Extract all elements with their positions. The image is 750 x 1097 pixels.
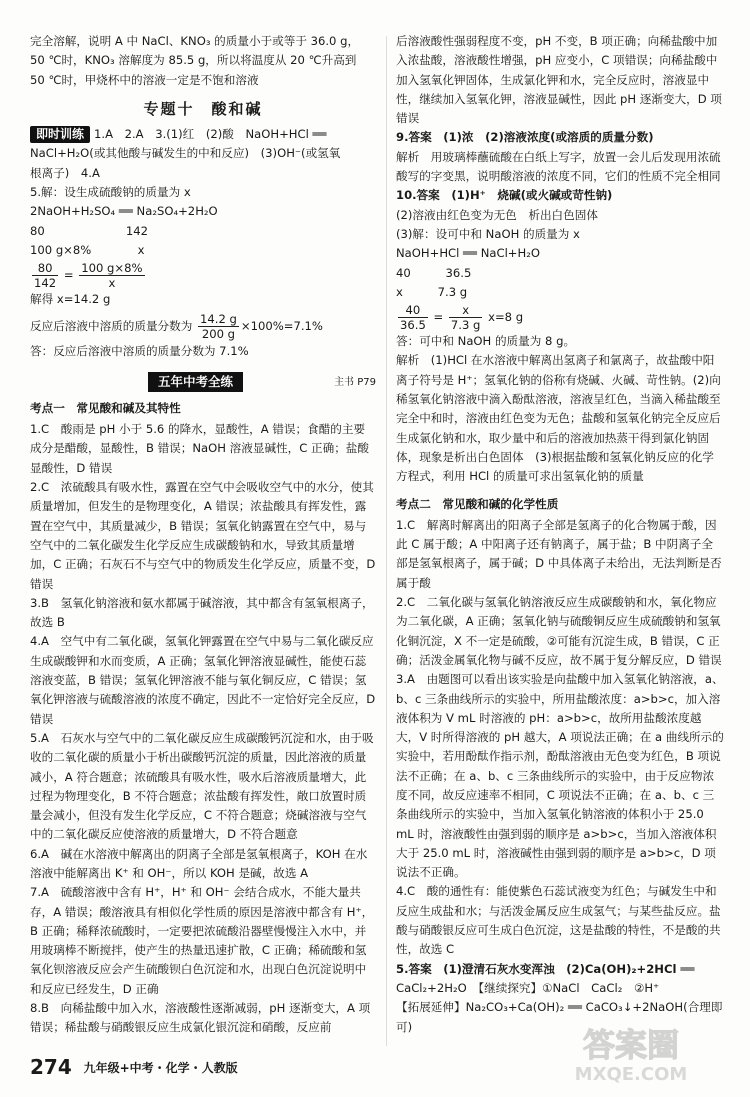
watermark-text: 答案圈 <box>582 1026 680 1064</box>
watermark-url: MXQE.COM <box>574 1064 688 1085</box>
exam-section-label: 五年中考全练 <box>148 372 243 392</box>
question-10-line: (2)溶液由红色变为无色 析出白色固体 <box>396 207 598 222</box>
answer-item: 4.A 空气中有二氧化碳，氢氧化钾露置在空气中易与二氧化碳反应生成碳酸钾和水而变质，A 正确；氢氧化钾溶液显碱性，能使石蕊溶液变蓝，B 错误；氢氧化钾溶液不能与氧化铜反应，C 错误；氢氧化钾溶液与硫酸溶液的浓度不确定，因此不一定恰好完全反应，D 错误 <box>30 634 376 726</box>
fraction: $\frac{14.2 g}{200 g}$ <box>200 311 237 341</box>
equation-line: 100 g×8% x <box>30 242 145 257</box>
equation-line: 2NaOH+H₂SO₄ ══ Na₂SO₄+2H₂O <box>30 204 218 219</box>
answer-item: 3.B 氢氧化钠溶液和氨水都属于碱溶液，其中都含有氢氧根离子，故选 B <box>30 595 374 630</box>
exam-section-bar <box>30 371 376 393</box>
equation-line: 40 36.5 <box>396 265 472 280</box>
left-column <box>30 32 376 1038</box>
ratio-line: $\frac{80}{142}$ = $\frac{100 g\times 8\%}{x}$ <box>34 261 143 291</box>
question-9-explanation: 解析 用玻璃棒蘸硫酸在白纸上写字，放置一会儿后发现用浓硫酸写的字变黑，说明酸溶液的浓度不同，它们的性质不完全相同 <box>396 149 721 184</box>
section-title: 专题十 酸和碱 <box>143 99 263 118</box>
equation-line: NaOH+HCl ══ NaCl+H₂O <box>396 246 540 261</box>
answer-item: 2.C 浓硫酸具有吸水性，露置在空气中会吸收空气中的水分，使其质量增加，但发生的是物理变化，A 错误；浓盐酸具有挥发性，露置在空气中，其质量减少，B 错误；氢氧化钠露置在空气中，易与空气中的二氧化碳发生化学反应生成碳酸钠和水，导致其质量增加，C 正确；石灰石不与空气中的物质发生化学反应，质量不变，D 错误 <box>30 480 376 591</box>
fraction: $\frac{80}{142}$ <box>34 261 57 291</box>
answer-item: 4.C 酸的通性有：能使紫色石蕊试液变为红色；与碱发生中和反应生成盐和水；与活泼金属反应生成氢气；与某些盐反应。盐酸与硝酸银反应可生成白色沉淀，这是盐酸的特性，不是酸的共性，故选 C <box>396 884 721 957</box>
question-10-explanation: 解析 (1)HCl 在水溶液中解离出氢离子和氯离子，故盐酸中阳离子符号是 H⁺；氢氧化钠的俗称有烧碱、火碱、苛性钠。(2)向稀氢氧化钠溶液中滴入酚酞溶液，溶液呈红色，当滴入稀盐酸至完全中和时，溶液由红色变为无色；盐酸和氢氧化钠完全反应后生成氯化钠和水，取少量中和后的溶液加热蒸干得到氯化钠固体，现象是析出白色固体 (3)根据盐酸和氢氧化钠反应的化学方程式，利用 HCl 的质量可求出氢氧化钠的质量 <box>396 353 721 484</box>
intro-line: 完全溶解，说明 A 中 NaCl、KNO₃ 的质量小于或等于 36.0 g， <box>30 34 360 48</box>
answer-item: 2.C 二氧化碳与氢氧化钠溶液反应生成碳酸钠和水，氧化物应为二氧化碳，A 正确；氢氧化钠与硫酸铜反应生成硫酸钠和氢氧化铜沉淀，X 不一定是硫酸，②可能有沉淀生成，B 错误，C 正确；活泼金属氧化物与碱不反应，故不属于复分解反应，D 错误 <box>396 595 722 667</box>
answer-item: 6.A 碱在水溶液中解离出的阴离子全部是氢氧根离子，KOH 在水溶液中能解离出 K⁺ 和 OH⁻，所以 KOH 是碱，故选 A <box>30 846 368 880</box>
question-10-line: (3)解：设可中和 NaOH 的质量为 x <box>396 226 580 241</box>
solve-line: 解得 x=14.2 g <box>30 292 111 307</box>
answer-item: 7.A 硫酸溶液中含有 H⁺，H⁺ 和 OH⁻ 会结合成水，不能大量共存，A 错误；酸溶液具有相似化学性质的原因是溶液中都含有 H⁺，B 正确；稀释浓硫酸时，一定要把浓硫酸沿器壁慢慢注入水中，并用玻璃棒不断搅拌，使产生的热量迅速扩散，C 正确；稀硫酸和氢氧化钡溶液反应会产生硫酸钡白色沉淀和水，出现白色沉淀说明中和反应已经发生，D 正确 <box>30 885 374 996</box>
fraction: $\frac{x}{7.3 g}$ <box>450 303 481 333</box>
intro-line: 50 ℃时，甲烧杯中的溶液一定是不饱和溶液 <box>30 72 259 87</box>
answer-item: 3.A 由题图可以看出该实验是向盐酸中加入氢氧化钠溶液，a、b、c 三条曲线所示的实验中，所用盐酸浓度：a>b>c，加入溶液体积为 V mL 时溶液的 pH：a>b>c，故所用盐酸浓度越大，V 时所得溶液的 pH 越大，A 项说法正确；在 a 曲线所示的实验中，若用酚酞作指示剂，酚酞溶液由无色变为红色，B 项说法不正确；在 a、b、c 三条曲线所示的实验中，由于反应物浓度不同，故反应速率不相同，C 项说法不正确；在 a、b、c 三条曲线所示的实验中，当加入氢氧化钠溶液的体积小于 25.0 mL 时，溶液酸性由强到弱的顺序是 a>b>c，当加入溶液体积大于 25.0 mL 时，溶液碱性由强到弱的顺序是 a>b>c，D 项说法不正确。 <box>396 672 724 880</box>
fraction: $\frac{100 g\times 8\%}{x}$ <box>81 261 143 291</box>
topic-heading: 考点二 常见酸和碱的化学性质 <box>396 496 559 511</box>
question-9-answer: 9.答案 (1)浓 (2)溶液浓度(或溶质的质量分数) <box>396 130 654 145</box>
answer-item: 1.C 酸雨是 pH 小于 5.6 的降水，显酸性，A 错误；食醋的主要成分是醋酸，显酸性，B 错误；NaOH 溶液显碱性，C 正确；盐酸显酸性，D 错误 <box>30 422 369 475</box>
book-title: 九年级+中考・化学・人教版 <box>83 1061 238 1075</box>
answer-item: 8.B 向稀盐酸中加入水，溶液酸性逐渐减弱，pH 逐渐变大，A 项错误；稀盐酸与硝酸银反应生成氯化银沉淀和硝酸，反应前 <box>30 1001 371 1035</box>
answer-item: 1.C 解离时解离出的阳离子全部是氢离子的化合物属于酸，因此 C 属于酸；A 中阳离子还有钠离子，属于盐；B 中阴离子全部是氢氧根离子，属于碱；D 中具体离子未给出，无法判断是否属于酸 <box>396 517 722 590</box>
right-column <box>396 32 724 1037</box>
answer-line: 答：反应后溶液中溶质的质量分数为 7.1% <box>30 343 249 358</box>
drill-label: 即时训练 <box>30 126 90 143</box>
page-footer <box>30 1055 238 1079</box>
question-5-line: 【拓展延伸】Na₂CO₃+Ca(OH)₂ ══ CaCO₃↓+2NaOH(合理即可) <box>396 1000 723 1034</box>
watermark-logo <box>536 1018 726 1088</box>
mass-fraction-line: 反应后溶液中溶质的质量分数为 $\frac{14.2 g}{200 g}$ ×100%=7.1% <box>30 311 323 341</box>
drill-line <box>30 125 376 144</box>
intro-line: 50 ℃时，KNO₃ 溶解度为 85.5 g，所以将温度从 20 ℃升高到 <box>30 53 357 68</box>
question-10-answer: 10.答案 (1)H⁺ 烧碱(或火碱或苛性钠) <box>396 188 613 203</box>
continued-text: 后溶液酸性强弱程度不变，pH 不变，B 项正确；向稀盐酸中加入浓盐酸，溶液酸性增强，pH 应变小，C 项错误；向稀盐酸中加入氢氧化钾固体，生成氯化钾和水，完全反应时，溶液显中性，继续加入氢氧化钾，溶液显碱性，因此 pH 逐渐变大，D 项错误 <box>396 34 722 126</box>
book-reference: 主书 P79 <box>334 376 376 388</box>
page-number: 274 <box>30 1055 72 1079</box>
drill-text: 1.A 2.A 3.(1)红 (2)酸 NaOH+HCl ══ <box>94 127 327 142</box>
drill-line: 5.解：设生成硫酸钠的质量为 x <box>30 185 191 200</box>
drill-line: 根离子) 4.A <box>30 165 100 180</box>
equation-line: 80 142 <box>30 223 149 238</box>
fraction: $\frac{40}{36.5}$ <box>400 303 426 333</box>
question-10-conclusion: 答：可中和 NaOH 的质量为 8 g。 <box>396 334 576 349</box>
equation-line: x 7.3 g <box>396 284 468 299</box>
drill-line: NaCl+H₂O(或其他酸与碱发生的中和反应) (3)OH⁻(或氢氧 <box>30 146 341 161</box>
column-divider <box>386 36 387 1046</box>
question-5-answer: 5.答案 (1)澄清石灰水变浑浊 (2)Ca(OH)₂+2HCl ══ <box>396 961 695 976</box>
answer-item: 5.A 石灰水与空气中的二氧化碳反应生成碳酸钙沉淀和水，由于吸收的二氧化碳的质量小于析出碳酸钙沉淀的质量，因此溶液的质量减小，A 符合题意；浓硫酸具有吸水性，吸水后溶液质量增大，此过程为物理变化，B 不符合题意；浓盐酸有挥发性，敞口放置时质量会减小，但没有发生化学反应，C 不符合题意；烧碱溶液与空气中的二氧化碳反应使溶液的质量增大，D 不符合题意 <box>30 730 374 842</box>
topic-heading: 考点一 常见酸和碱及其特性 <box>30 400 181 415</box>
ratio-line: $\frac{40}{36.5}$ = $\frac{x}{7.3 g}$ x=8 g <box>400 303 524 333</box>
question-5-line: CaCl₂+2H₂O 【继续探究】①NaCl CaCl₂ ②H⁺ <box>396 980 660 995</box>
